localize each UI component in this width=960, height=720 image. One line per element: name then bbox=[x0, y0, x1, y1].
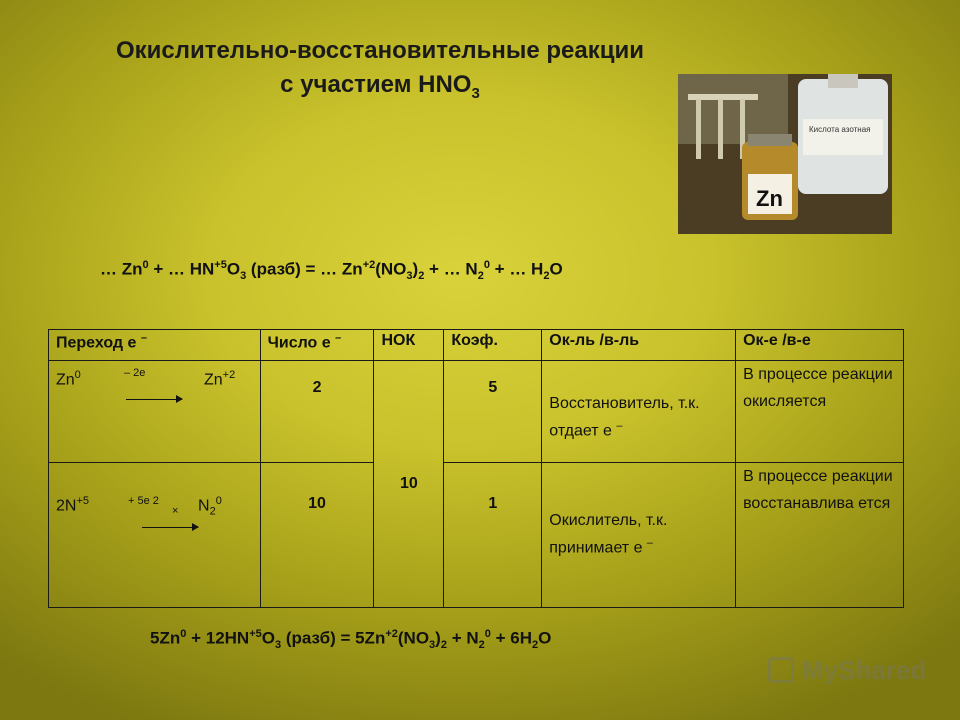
zn-jar-label: Zn bbox=[756, 186, 783, 211]
transition-n: $2N^{+5}$ + 5е 2 × $N_2^0$ bbox=[49, 463, 261, 608]
bottle-label: Кислота азотная bbox=[809, 125, 871, 134]
electron-count-zn: 2 bbox=[260, 361, 374, 463]
electron-count-n: 10 bbox=[260, 463, 374, 608]
arrow-icon bbox=[142, 527, 198, 528]
header-lcm: НОК bbox=[374, 330, 444, 361]
header-electron-count: Число е – bbox=[260, 330, 374, 361]
transition-zn: Zn$^0$ – 2е $Zn^{+2}$ bbox=[49, 361, 261, 463]
arrow-icon bbox=[126, 399, 182, 400]
coef-n: 1 bbox=[444, 463, 542, 608]
process-zn: В процессе реакции окисляется bbox=[736, 361, 904, 463]
table-row bbox=[49, 463, 904, 608]
slide-title bbox=[100, 34, 660, 111]
role-n: Окислитель, т.к. принимает е – bbox=[542, 463, 736, 608]
table-row bbox=[49, 361, 904, 463]
multiply-icon: × bbox=[172, 505, 179, 517]
watermark-logo-icon bbox=[768, 657, 794, 683]
header-transition: Переход е – bbox=[49, 330, 261, 361]
table-header-row bbox=[49, 330, 904, 361]
equation-unbalanced: … $Zn^0$ + … $HN^{+5}O_3$ (разб) = … $Zn^{+2}(NO_3)_2$ + … $N_2^0$ + … $H_2O$ bbox=[100, 259, 563, 283]
watermark: MyShared bbox=[802, 655, 927, 685]
title-line-2: с участием $HNO_3$ bbox=[280, 71, 480, 102]
coef-zn: 5 bbox=[444, 361, 542, 463]
electron-balance-table bbox=[48, 329, 904, 608]
title-line-1: Окислительно-восстановительные реакции bbox=[115, 37, 644, 64]
lcm-value: 10 bbox=[374, 361, 444, 608]
role-zn: Восстановитель, т.к. отдает е – bbox=[542, 361, 736, 463]
process-n: В процессе реакции восстанавлива ется bbox=[736, 463, 904, 608]
equation-balanced: $5Zn^0 + 12HN^{+5}O_3$ (разб) = $5Zn^{+2}(NO_3)_2 + N_2^0 + 6H_2O$ bbox=[150, 628, 552, 652]
lab-photo bbox=[678, 74, 892, 234]
header-coefficient: Коэф. bbox=[444, 330, 542, 361]
header-agent: Ок-ль /в-ль bbox=[542, 330, 736, 361]
header-process: Ок-е /в-е bbox=[736, 330, 904, 361]
